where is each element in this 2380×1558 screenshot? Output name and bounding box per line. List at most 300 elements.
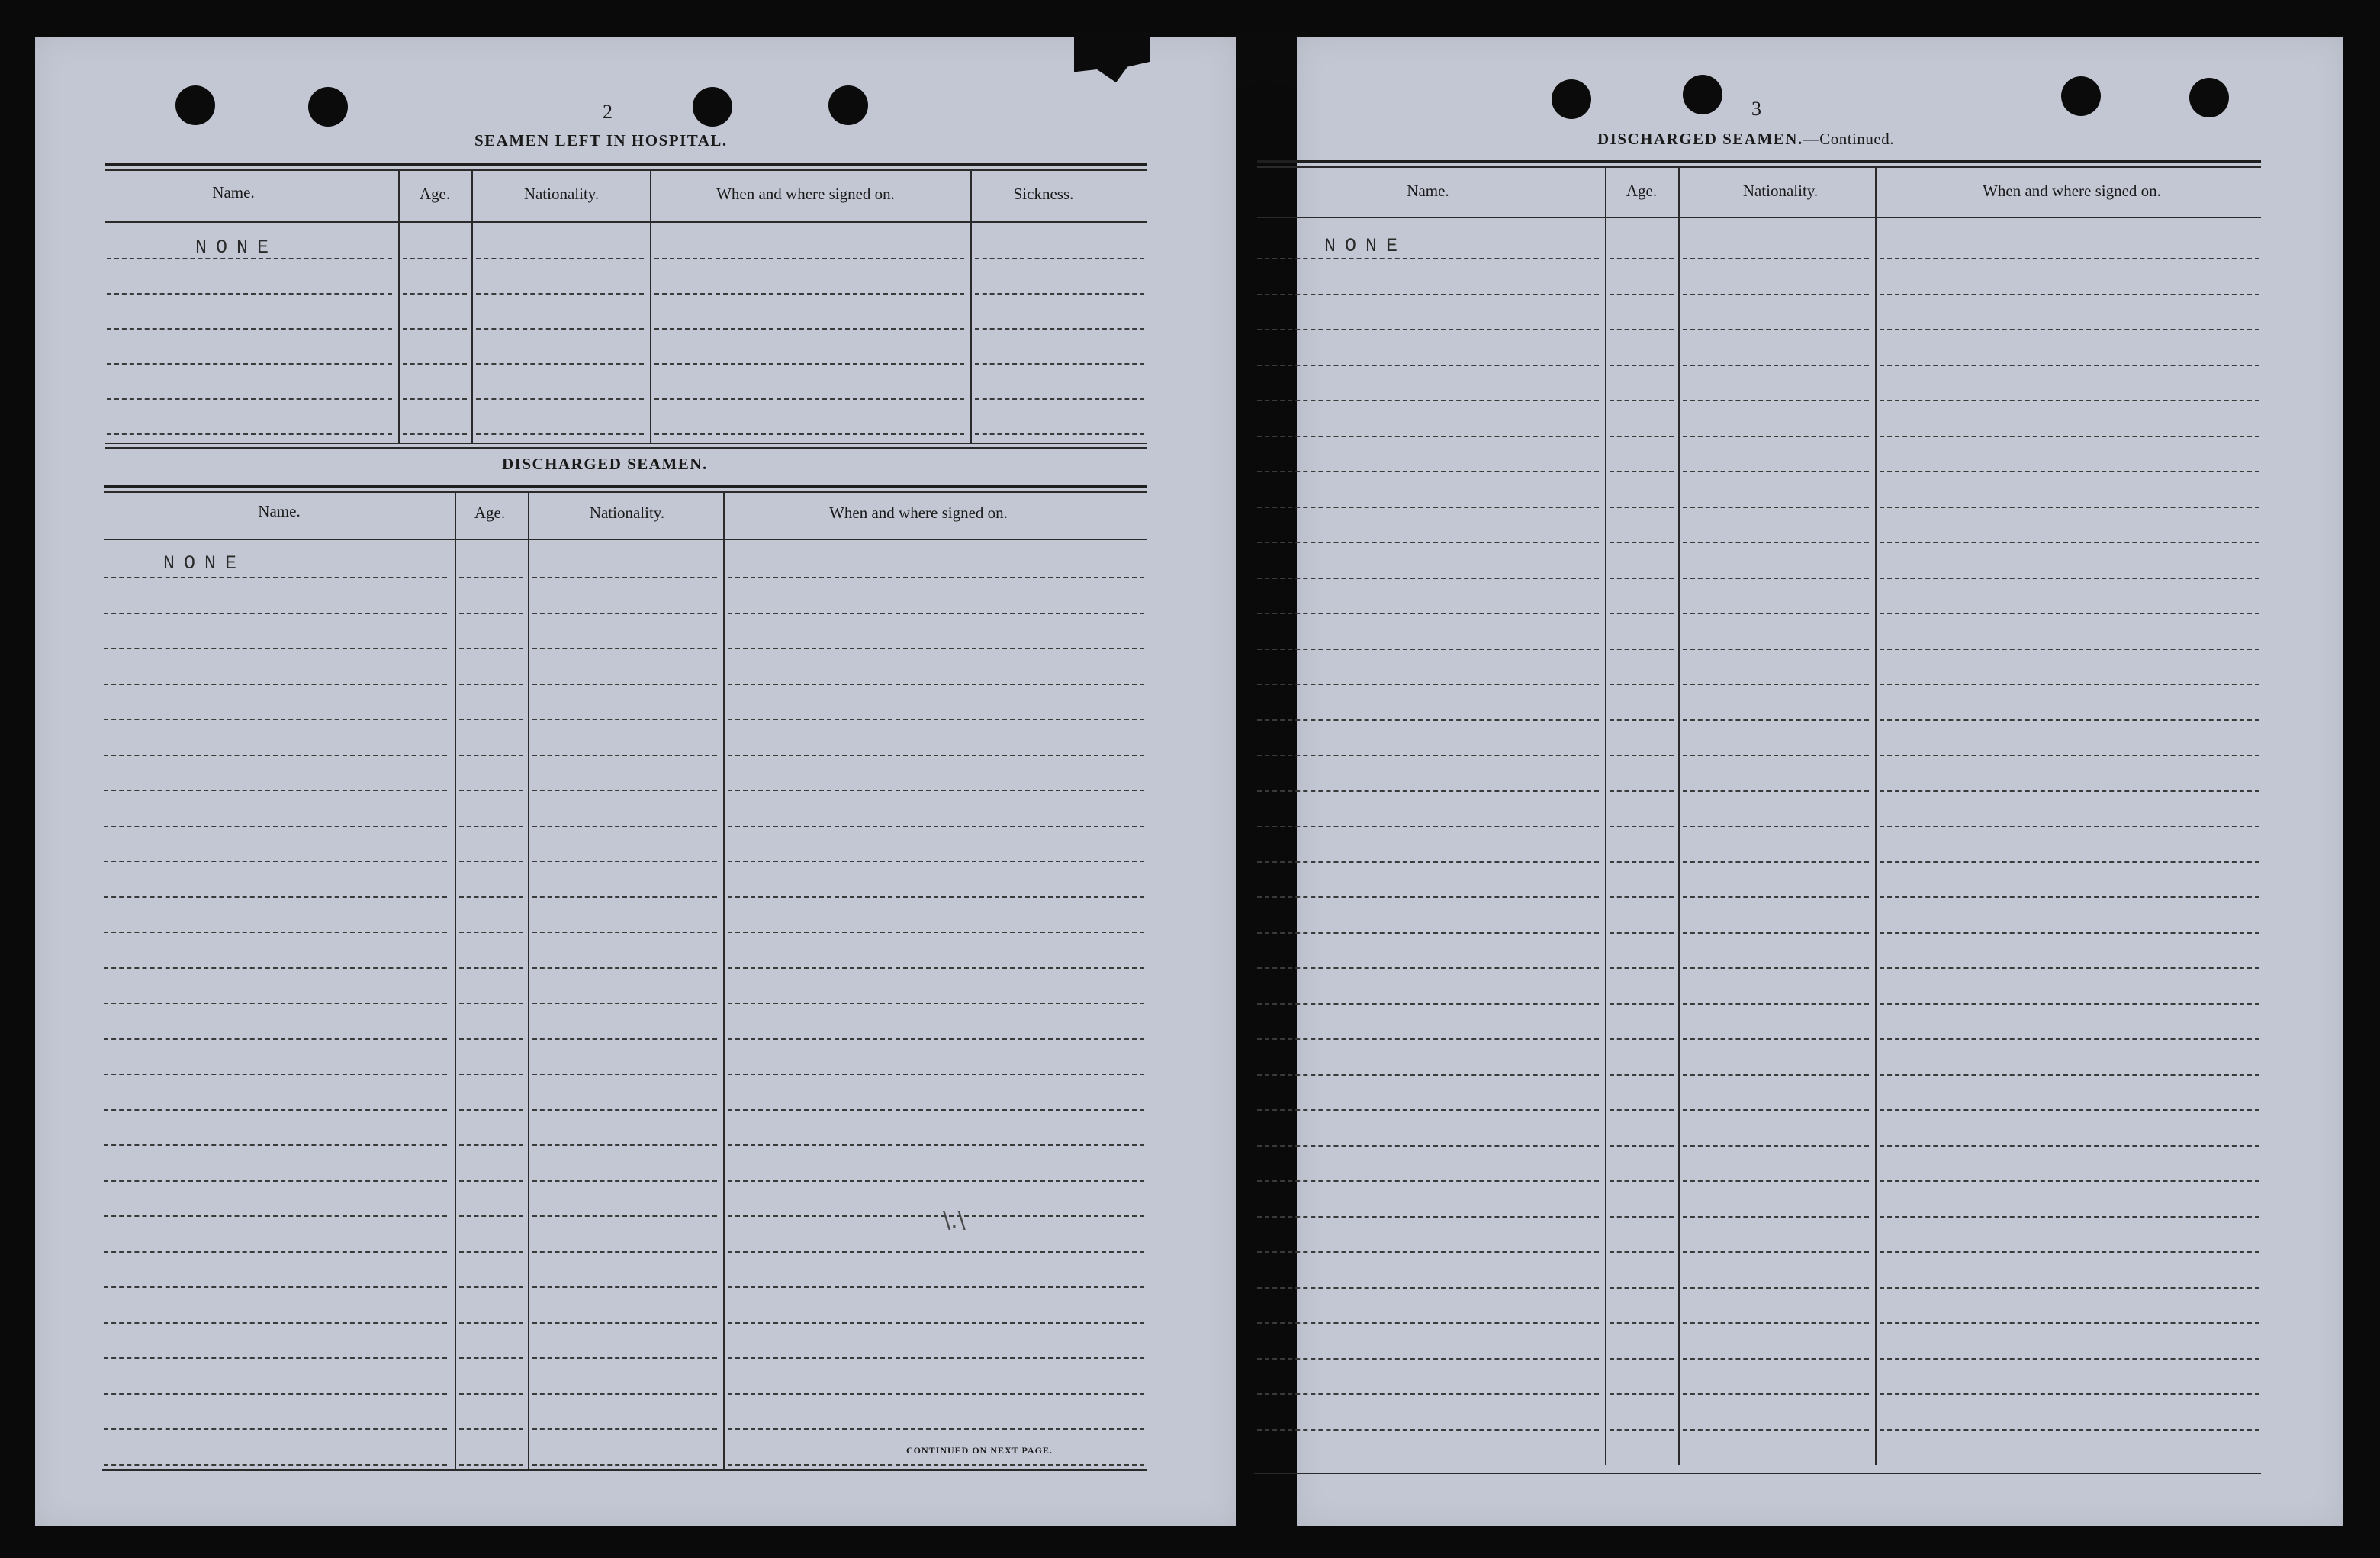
ruled-line	[1683, 861, 1869, 863]
ruled-line	[1683, 294, 1869, 295]
discharged-entry: NONE	[163, 552, 246, 575]
ruled-line	[1683, 613, 1869, 614]
ruled-line	[1683, 684, 1869, 685]
ruled-line	[1610, 436, 1674, 437]
discharged-section-title: DISCHARGED SEAMEN.	[502, 455, 708, 473]
ruled-line	[459, 684, 523, 685]
ruled-line	[1257, 471, 1599, 472]
ruled-line	[459, 613, 523, 614]
ruled-line	[1880, 1038, 2259, 1040]
ruled-line	[1610, 861, 1674, 863]
table-rule	[102, 1469, 1147, 1471]
ruled-line	[654, 258, 964, 259]
ruled-line	[728, 1109, 1144, 1111]
left-page	[35, 37, 1236, 1526]
ruled-line	[532, 1357, 717, 1359]
ruled-line	[728, 1322, 1144, 1324]
ruled-line	[1610, 719, 1674, 721]
ruled-line	[1610, 826, 1674, 827]
col-divider	[398, 171, 400, 444]
ruled-line	[532, 790, 717, 791]
ruled-line	[1257, 967, 1599, 969]
ruled-line	[975, 328, 1144, 330]
col-sickness: Sickness.	[1013, 185, 1074, 203]
ruled-line	[532, 755, 717, 756]
ruled-line	[104, 932, 447, 933]
col-nationality: Nationality.	[523, 185, 600, 203]
ruled-line	[1683, 790, 1869, 792]
ruled-line	[532, 1286, 717, 1288]
ruled-line	[104, 684, 447, 685]
ruled-line	[476, 293, 644, 295]
ruled-line	[1610, 1251, 1674, 1253]
ruled-line	[1257, 932, 1599, 934]
col-divider	[455, 493, 456, 1469]
title-suffix: —Continued.	[1803, 130, 1894, 148]
ruled-line	[104, 1144, 447, 1146]
table-rule	[104, 491, 1147, 493]
punch-hole	[2189, 78, 2229, 117]
ruled-line	[1610, 1074, 1674, 1076]
ruled-line	[1257, 258, 1599, 259]
ruled-line	[459, 1109, 523, 1111]
ruled-line	[728, 755, 1144, 756]
ruled-line	[728, 826, 1144, 827]
ruled-line	[1610, 578, 1674, 579]
ruled-line	[728, 1286, 1144, 1288]
ruled-line	[1257, 1180, 1599, 1182]
ruled-line	[459, 1393, 523, 1395]
ruled-line	[1880, 861, 2259, 863]
ruled-line	[1257, 826, 1599, 827]
ruled-line	[728, 1074, 1144, 1075]
ruled-line	[532, 1074, 717, 1075]
ruled-line	[1683, 1429, 1869, 1431]
ruled-line	[728, 684, 1144, 685]
ruled-line	[532, 1180, 717, 1182]
ruled-line	[104, 1393, 447, 1395]
ruled-line	[1880, 471, 2259, 472]
col-divider	[1678, 168, 1680, 1465]
ruled-line	[532, 1109, 717, 1111]
ruled-line	[459, 896, 523, 898]
hospital-entry: NONE	[195, 237, 278, 259]
ruled-line	[1257, 1109, 1599, 1111]
ruled-line	[459, 648, 523, 649]
ruled-line	[459, 861, 523, 862]
ruled-line	[1257, 790, 1599, 792]
ruled-line	[459, 1215, 523, 1217]
continued-note: CONTINUED ON NEXT PAGE.	[906, 1445, 1053, 1456]
ruled-line	[1610, 329, 1674, 330]
ruled-line	[1610, 1429, 1674, 1431]
ruled-line	[1683, 1322, 1869, 1324]
ruled-line	[1683, 542, 1869, 543]
ruled-line	[107, 293, 392, 295]
ruled-line	[728, 790, 1144, 791]
ruled-line	[107, 363, 392, 365]
ruled-line	[1257, 719, 1599, 721]
ruled-line	[728, 577, 1144, 578]
ruled-line	[403, 363, 467, 365]
ruled-line	[104, 648, 447, 649]
ruled-line	[1880, 826, 2259, 827]
ruled-line	[1257, 1251, 1599, 1253]
ruled-line	[728, 1251, 1144, 1253]
ruled-line	[1880, 719, 2259, 721]
ruled-line	[1610, 1287, 1674, 1289]
ruled-line	[728, 1464, 1144, 1466]
ruled-line	[728, 932, 1144, 933]
ruled-line	[532, 1251, 717, 1253]
header-rule	[104, 539, 1147, 540]
ruled-line	[1880, 1251, 2259, 1253]
col-age: Age.	[419, 185, 451, 203]
table-rule	[105, 447, 1147, 449]
ruled-line	[532, 1464, 717, 1466]
page-number: 3	[1751, 98, 1761, 120]
ruled-line	[1880, 1180, 2259, 1182]
ruled-line	[1610, 932, 1674, 934]
ruled-line	[1610, 896, 1674, 898]
ruled-line	[459, 1180, 523, 1182]
ruled-line	[532, 684, 717, 685]
ruled-line	[1683, 1145, 1869, 1147]
ruled-line	[1257, 1216, 1599, 1218]
ruled-line	[728, 861, 1144, 862]
ruled-line	[459, 755, 523, 756]
ruled-line	[1257, 755, 1599, 756]
right-page	[1297, 37, 2343, 1526]
ruled-line	[104, 1251, 447, 1253]
ruled-line	[459, 1251, 523, 1253]
ruled-line	[104, 1038, 447, 1040]
ruled-line	[1610, 1003, 1674, 1005]
ruled-line	[728, 719, 1144, 720]
ruled-line	[1683, 755, 1869, 756]
ruled-line	[532, 648, 717, 649]
ruled-line	[1880, 1322, 2259, 1324]
col-divider	[970, 171, 972, 444]
ruled-line	[1610, 365, 1674, 366]
ruled-line	[1257, 294, 1599, 295]
ruled-line	[104, 1464, 447, 1466]
ruled-line	[1610, 1180, 1674, 1182]
discharged-continued-title	[1597, 130, 1894, 149]
ruled-line	[459, 1322, 523, 1324]
ruled-line	[532, 1393, 717, 1395]
ruled-line	[1257, 542, 1599, 543]
ruled-line	[1683, 1216, 1869, 1218]
ruled-line	[1257, 329, 1599, 330]
ruled-line	[104, 896, 447, 898]
ruled-line	[1610, 400, 1674, 401]
ruled-line	[1257, 684, 1599, 685]
ruled-line	[104, 1322, 447, 1324]
table-rule	[1257, 166, 2261, 168]
table-rule	[105, 443, 1147, 444]
ruled-line	[1683, 258, 1869, 259]
ruled-line	[1257, 1429, 1599, 1431]
ruled-line	[532, 896, 717, 898]
ruled-line	[1880, 790, 2259, 792]
ruled-line	[1257, 1003, 1599, 1005]
ruled-line	[1880, 507, 2259, 508]
ruled-line	[1610, 294, 1674, 295]
ruled-line	[728, 896, 1144, 898]
ruled-line	[1683, 1109, 1869, 1111]
ruled-line	[1610, 755, 1674, 756]
ruled-line	[975, 433, 1144, 435]
ruled-line	[476, 258, 644, 259]
ruled-line	[403, 258, 467, 259]
ruled-line	[403, 328, 467, 330]
ruled-line	[1610, 471, 1674, 472]
table-rule	[105, 163, 1147, 166]
ruled-line	[403, 293, 467, 295]
ruled-line	[1880, 755, 2259, 756]
ruled-line	[1610, 1109, 1674, 1111]
punch-hole	[1683, 75, 1722, 114]
ruled-line	[403, 398, 467, 400]
hospital-section-title: SEAMEN LEFT IN HOSPITAL.	[474, 131, 728, 150]
ruled-line	[104, 1074, 447, 1075]
ruled-line	[1880, 649, 2259, 650]
ruled-line	[1610, 790, 1674, 792]
ruled-line	[459, 932, 523, 933]
punch-hole	[2061, 76, 2101, 116]
ruled-line	[104, 790, 447, 791]
ruled-line	[1610, 507, 1674, 508]
ruled-line	[1257, 1145, 1599, 1147]
ruled-line	[532, 861, 717, 862]
ruled-line	[1683, 1003, 1869, 1005]
ruled-line	[1683, 1074, 1869, 1076]
col-divider	[1605, 168, 1606, 1465]
ruled-line	[728, 1215, 1144, 1217]
ruled-line	[975, 398, 1144, 400]
ruled-line	[459, 1074, 523, 1075]
ruled-line	[532, 1428, 717, 1430]
ruled-line	[654, 398, 964, 400]
ruled-line	[104, 1215, 447, 1217]
col-name: Name.	[258, 502, 301, 520]
ruled-line	[1610, 967, 1674, 969]
ruled-line	[1683, 1358, 1869, 1360]
col-when-where: When and where signed on.	[716, 185, 895, 203]
ruled-line	[1610, 649, 1674, 650]
ruled-line	[1683, 1038, 1869, 1040]
title-text: DISCHARGED SEAMEN.	[1597, 130, 1803, 148]
ruled-line	[459, 826, 523, 827]
punch-hole	[693, 87, 732, 127]
ruled-line	[1257, 1287, 1599, 1289]
ruled-line	[1683, 896, 1869, 898]
ruled-line	[532, 1003, 717, 1004]
ruled-line	[532, 1144, 717, 1146]
ruled-line	[1683, 329, 1869, 330]
ruled-line	[107, 433, 392, 435]
ruled-line	[1683, 1180, 1869, 1182]
ruled-line	[1257, 400, 1599, 401]
ruled-line	[459, 1038, 523, 1040]
ruled-line	[1610, 1038, 1674, 1040]
ruled-line	[459, 577, 523, 578]
ruled-line	[1610, 1393, 1674, 1395]
ruled-line	[104, 861, 447, 862]
ruled-line	[1880, 967, 2259, 969]
ruled-line	[1880, 932, 2259, 934]
ruled-line	[654, 293, 964, 295]
ruled-line	[1683, 436, 1869, 437]
col-divider	[471, 171, 473, 444]
ruled-line	[1257, 578, 1599, 579]
ruled-line	[1610, 542, 1674, 543]
ruled-line	[104, 967, 447, 969]
ruled-line	[1880, 1287, 2259, 1289]
ruled-line	[728, 1038, 1144, 1040]
ruled-line	[1683, 1251, 1869, 1253]
ruled-line	[1683, 471, 1869, 472]
punch-hole	[828, 85, 868, 125]
ruled-line	[1683, 719, 1869, 721]
ruled-line	[476, 363, 644, 365]
ruled-line	[107, 328, 392, 330]
col-divider	[723, 493, 725, 1469]
ruled-line	[532, 826, 717, 827]
ruled-line	[1880, 1074, 2259, 1076]
ruled-line	[975, 293, 1144, 295]
ruled-line	[459, 1144, 523, 1146]
ruled-line	[1683, 826, 1869, 827]
ruled-line	[1880, 1109, 2259, 1111]
ruled-line	[654, 363, 964, 365]
ruled-line	[1880, 436, 2259, 437]
ruled-line	[532, 1322, 717, 1324]
ruled-line	[1880, 329, 2259, 330]
ruled-line	[975, 258, 1144, 259]
ruled-line	[1257, 507, 1599, 508]
ruled-line	[459, 1428, 523, 1430]
ruled-line	[728, 1393, 1144, 1395]
ruled-line	[728, 1144, 1144, 1146]
ruled-line	[1257, 1322, 1599, 1324]
ruled-line	[1257, 1393, 1599, 1395]
ruled-line	[1880, 684, 2259, 685]
ruled-line	[728, 613, 1144, 614]
ruled-line	[1257, 861, 1599, 863]
ruled-line	[1880, 294, 2259, 295]
col-when-where: When and where signed on.	[1983, 182, 2161, 200]
col-when-where: When and where signed on.	[829, 504, 1008, 522]
ruled-line	[1683, 400, 1869, 401]
ruled-line	[728, 648, 1144, 649]
ruled-line	[1257, 1358, 1599, 1360]
ruled-line	[104, 1428, 447, 1430]
ruled-line	[1257, 436, 1599, 437]
table-rule	[105, 169, 1147, 171]
ruled-line	[1880, 1216, 2259, 1218]
col-divider	[528, 493, 529, 1469]
ruled-line	[459, 790, 523, 791]
col-age: Age.	[1626, 182, 1658, 200]
ruled-line	[1683, 1287, 1869, 1289]
ruled-line	[459, 1464, 523, 1466]
ruled-line	[476, 328, 644, 330]
ruled-line	[1683, 365, 1869, 366]
punch-hole	[308, 87, 348, 127]
ruled-line	[1880, 542, 2259, 543]
ruled-line	[1683, 932, 1869, 934]
ruled-line	[1880, 1429, 2259, 1431]
col-nationality: Nationality.	[589, 504, 665, 522]
col-age: Age.	[474, 504, 506, 522]
ruled-line	[1683, 649, 1869, 650]
ruled-line	[1880, 1003, 2259, 1005]
col-name: Name.	[1407, 182, 1449, 200]
ruled-line	[104, 755, 447, 756]
ruled-line	[1880, 1393, 2259, 1395]
ruled-line	[1257, 1038, 1599, 1040]
ruled-line	[1610, 1216, 1674, 1218]
ruled-line	[459, 1003, 523, 1004]
margin-mark: \.\	[943, 1207, 966, 1234]
ruled-line	[1257, 1074, 1599, 1076]
ruled-line	[728, 967, 1144, 969]
ruled-line	[728, 1428, 1144, 1430]
ruled-line	[476, 398, 644, 400]
ruled-line	[1880, 365, 2259, 366]
ruled-line	[1880, 258, 2259, 259]
ruled-line	[532, 577, 717, 578]
ruled-line	[1880, 613, 2259, 614]
ruled-line	[532, 1038, 717, 1040]
ruled-line	[532, 967, 717, 969]
col-divider	[650, 171, 651, 444]
ruled-line	[728, 1180, 1144, 1182]
ruled-line	[107, 398, 392, 400]
punch-hole	[175, 85, 215, 125]
ruled-line	[1880, 400, 2259, 401]
ruled-line	[459, 967, 523, 969]
ruled-line	[1880, 1145, 2259, 1147]
ruled-line	[1880, 896, 2259, 898]
col-nationality: Nationality.	[1742, 182, 1819, 200]
ruled-line	[104, 1109, 447, 1111]
ruled-line	[1257, 896, 1599, 898]
ruled-line	[104, 1180, 447, 1182]
ruled-line	[1610, 684, 1674, 685]
ruled-line	[104, 719, 447, 720]
ruled-line	[1610, 1145, 1674, 1147]
ruled-line	[459, 719, 523, 720]
col-name: Name.	[212, 183, 255, 201]
ruled-line	[1257, 365, 1599, 366]
table-rule	[1254, 1473, 2261, 1474]
ruled-line	[1257, 649, 1599, 650]
header-rule	[1257, 217, 2261, 218]
ruled-line	[728, 1357, 1144, 1359]
ruled-line	[104, 613, 447, 614]
ruled-line	[532, 932, 717, 933]
table-rule	[104, 485, 1147, 488]
page-number: 2	[603, 101, 613, 123]
ruled-line	[104, 1286, 447, 1288]
ruled-line	[1257, 613, 1599, 614]
header-rule	[105, 221, 1147, 223]
ruled-line	[1610, 258, 1674, 259]
ruled-line	[1610, 613, 1674, 614]
